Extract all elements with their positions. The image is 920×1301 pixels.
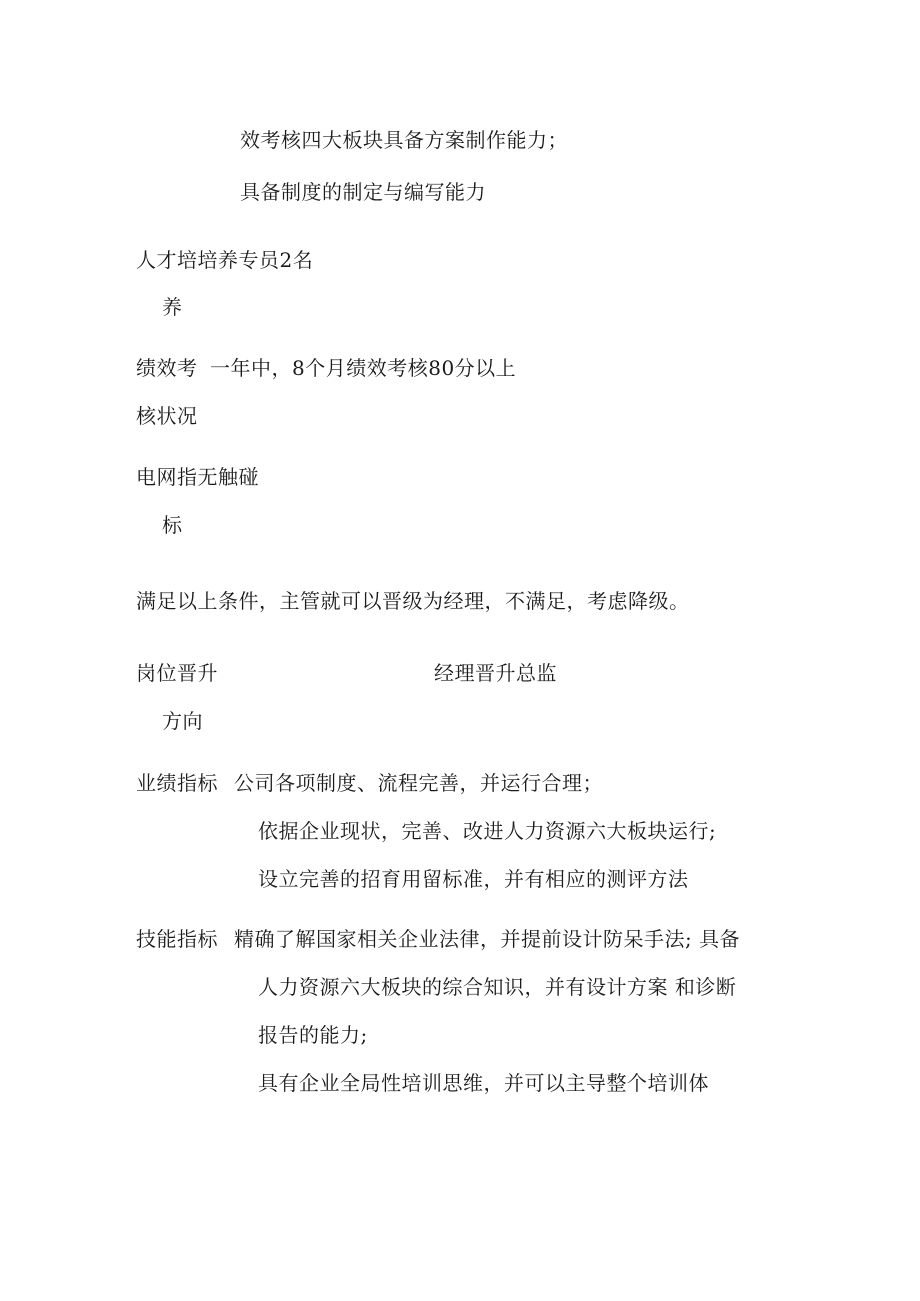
talent-training-wrap: 养 xyxy=(162,295,183,319)
grid-indicator-label-2: 标 xyxy=(162,513,183,537)
skill-line: 报告的能力; xyxy=(258,1023,368,1047)
continued-text-line-1: 效考核四大板块具备方案制作能力； xyxy=(240,128,568,152)
skill-line: 精确了解国家相关企业法律，并提前设计防呆手法; 具备 xyxy=(234,927,741,951)
kpi-item: 设立完善的招育用留标准，并有相应的测评方法 xyxy=(258,867,689,891)
conclusion-text: 满足以上条件，主管就可以晋级为经理，不满足，考虑降级。 xyxy=(136,589,690,613)
promotion-label-2: 方向 xyxy=(162,709,203,733)
performance-label-1: 绩效考 xyxy=(136,356,198,380)
performance-label-2: 核状况 xyxy=(136,404,198,428)
kpi-label: 业绩指标 xyxy=(136,771,218,795)
skill-line: 具有企业全局性培训思维，并可以主导整个培训体 xyxy=(258,1071,709,1095)
continued-text-line-2: 具备制度的制定与编写能力 xyxy=(240,180,486,204)
promotion-label-1: 岗位晋升 xyxy=(136,661,218,685)
performance-text: 一年中，8个月绩效考核80分以上 xyxy=(210,356,517,380)
kpi-item: 公司各项制度、流程完善，并运行合理； xyxy=(234,771,603,795)
skill-label: 技能指标 xyxy=(136,927,218,951)
talent-training-line: 人才培培养专员2名 xyxy=(136,248,314,272)
grid-indicator-label-1: 电网指无触碰 xyxy=(136,465,259,489)
kpi-item: 依据企业现状，完善、改进人力资源六大板块运行; xyxy=(258,819,717,843)
promotion-value: 经理晋升总监 xyxy=(434,661,557,685)
skill-line: 人力资源六大板块的综合知识，并有设计方案 和诊断 xyxy=(258,975,737,999)
